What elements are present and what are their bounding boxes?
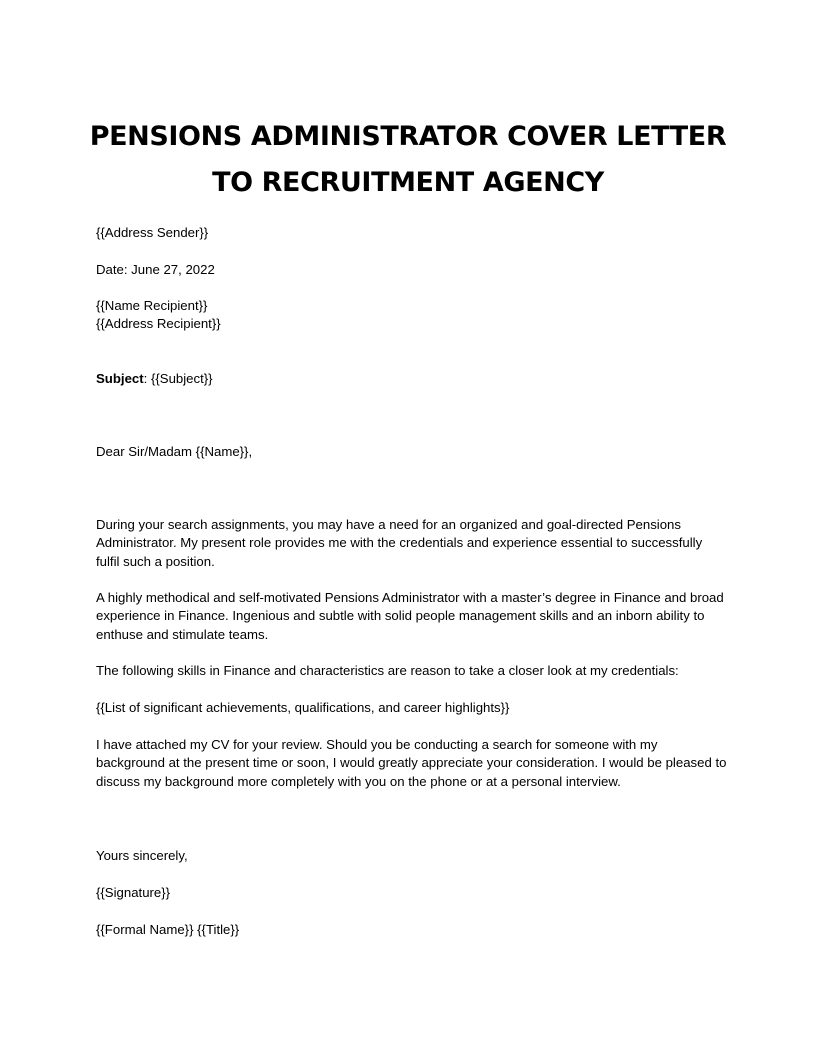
paragraph-2-block — [96, 589, 728, 644]
document-title — [60, 114, 756, 206]
paragraph-skills-intro: The following skills in Finance and characteristics are reason to take a closer look at my credentials: — [96, 663, 679, 678]
paragraph-profile: A highly methodical and self-motivated Pensions Administrator with a master’s degree in Finance and broad experience in Finance. Ingenious and subtle with solid people management skills and an inborn ability to enthuse and stimulate teams. — [96, 590, 724, 642]
salutation: Dear Sir/Madam {{Name}}, — [96, 444, 253, 459]
paragraph-1-block — [96, 516, 728, 571]
closing: Yours sincerely, — [96, 848, 188, 863]
subject-label: Subject — [96, 371, 144, 386]
paragraph-4-block — [96, 699, 728, 717]
letter-date: Date: June 27, 2022 — [96, 262, 215, 277]
subject-line — [96, 370, 728, 388]
signature-block — [96, 884, 728, 902]
address-sender: {{Address Sender}} — [96, 225, 209, 240]
paragraph-5-block — [96, 736, 728, 791]
address-recipient: {{Address Recipient}} — [96, 316, 221, 332]
title-line-2: TO RECRUITMENT AGENCY — [212, 167, 604, 198]
salutation-block — [96, 443, 728, 461]
date-block — [96, 261, 728, 279]
signature: {{Signature}} — [96, 885, 171, 900]
name-recipient: {{Name Recipient}} — [96, 298, 208, 313]
achievements-placeholder: {{List of significant achievements, qualifications, and career highlights}} — [96, 700, 510, 715]
formal-name-title: {{Formal Name}} {{Title}} — [96, 922, 240, 937]
recipient-block — [96, 297, 728, 334]
paragraph-intro: During your search assignments, you may have a need for an organized and goal-directed Pensions Administrator. My present role provides me with the credentials and experience essential to successfully fulfil such a position. — [96, 517, 703, 569]
subject-value: : {{Subject}} — [143, 371, 213, 386]
formal-name-block — [96, 921, 728, 939]
paragraph-3-block — [96, 662, 728, 680]
sender-address — [96, 224, 728, 242]
title-line-1: PENSIONS ADMINISTRATOR COVER LETTER — [89, 121, 727, 152]
paragraph-cv: I have attached my CV for your review. Should you be conducting a search for someone with my background at the present time or soon, I would greatly appreciate your consideration. I would be pleased to discuss my background more completely with you on the phone or at a personal interview. — [96, 737, 727, 789]
closing-block — [96, 847, 728, 865]
